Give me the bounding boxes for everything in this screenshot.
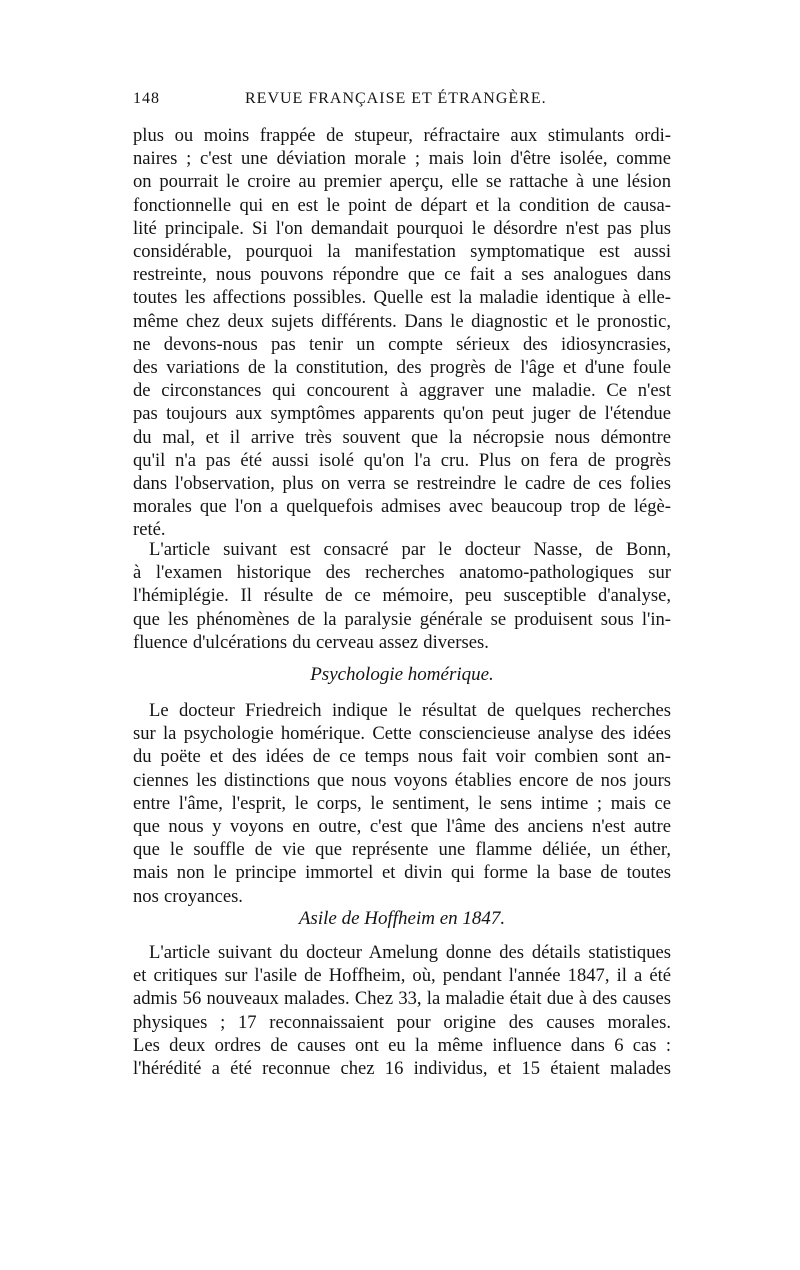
running-header bbox=[133, 90, 673, 114]
text-line: Le docteur Friedreich indique le résultat de quelques recherches bbox=[149, 700, 671, 721]
text-line: de circonstances qui concourent à aggraver une maladie. Ce n'est bbox=[133, 380, 671, 402]
text-line: du mal, et il arrive très souvent que la nécropsie nous démontre bbox=[133, 426, 671, 448]
text-line: fonctionnelle qui en est le point de départ et la condition de causa- bbox=[133, 194, 671, 216]
text-line: des variations de la constitution, des progrès de l'âge et d'une foule bbox=[133, 357, 671, 379]
text-line: dans l'observation, plus on verra se restreindre le cadre de ces folies bbox=[133, 473, 671, 495]
text-line: à l'examen historique des recherches anatomo-pathologiques sur bbox=[133, 562, 671, 584]
text-line: l'hérédité a été reconnue chez 16 individus, et 15 étaient malades bbox=[133, 1058, 671, 1080]
paragraph-nasse bbox=[133, 538, 671, 654]
text-line: qu'il n'a pas été aussi isolé qu'on l'a cru. Plus on fera de progrès bbox=[133, 449, 671, 471]
text-line: morales que l'on a quelquefois admises avec beaucoup trop de légè- bbox=[133, 496, 671, 518]
text-line: pas toujours aux symptômes apparents qu'on peut juger de l'étendue bbox=[133, 403, 671, 425]
text-line: entre l'âme, l'esprit, le corps, le sentiment, le sens intime ; mais ce bbox=[133, 792, 671, 814]
text-line: nos croyances. bbox=[133, 885, 243, 907]
paragraph-folies-morales bbox=[133, 124, 671, 542]
paragraph-amelung bbox=[133, 941, 671, 1080]
text-line: l'hémiplégie. Il résulte de ce mémoire, peu susceptible d'analyse, bbox=[133, 585, 671, 607]
text-line: physiques ; 17 reconnaissaient pour origine des causes morales. bbox=[133, 1011, 671, 1033]
text-line: même chez deux sujets différents. Dans le diagnostic et le pronostic, bbox=[133, 310, 671, 332]
text-line: L'article suivant du docteur Amelung donne des détails statistiques bbox=[149, 942, 671, 963]
text-line: restreinte, nous pouvons répondre que ce fait a ses analogues dans bbox=[133, 264, 671, 286]
text-line: on pourrait le croire au premier aperçu, elle se rattache à une lésion bbox=[133, 171, 671, 193]
text-line: lité principale. Si l'on demandait pourquoi le désordre n'est pas plus bbox=[133, 217, 671, 239]
text-line: et critiques sur l'asile de Hoffheim, où, pendant l'année 1847, il a été bbox=[133, 965, 671, 987]
text-line: que nous y voyons en outre, c'est que l'âme des anciens n'est autre bbox=[133, 816, 671, 838]
text-line: que les phénomènes de la paralysie générale se produisent sous l'in- bbox=[133, 608, 671, 630]
text-line: considérable, pourquoi la manifestation symptomatique est aussi bbox=[133, 241, 671, 263]
text-line: ne devons-nous pas tenir un compte sérieux des idiosyncrasies, bbox=[133, 333, 671, 355]
text-line: sur la psychologie homérique. Cette consciencieuse analyse des idées bbox=[133, 723, 671, 745]
section-heading-asile: Asile de Hoffheim en 1847. bbox=[298, 908, 506, 929]
paragraph-friedreich bbox=[133, 699, 671, 908]
text-line: naires ; c'est une déviation morale ; mais loin d'être isolée, comme bbox=[133, 148, 671, 170]
text-line: L'article suivant est consacré par le docteur Nasse, de Bonn, bbox=[149, 539, 671, 560]
text-line: ciennes les distinctions que nous voyons établies encore de nos jours bbox=[133, 769, 671, 791]
running-title: REVUE FRANÇAISE ET ÉTRANGÈRE. bbox=[245, 90, 547, 107]
text-line: mais non le principe immortel et divin qui forme la base de toutes bbox=[133, 862, 671, 884]
text-line: toutes les affections possibles. Quelle est la maladie identique à elle- bbox=[133, 287, 671, 309]
text-line: que le souffle de vie que représente une flamme déliée, un éther, bbox=[133, 839, 671, 861]
text-line: admis 56 nouveaux malades. Chez 33, la maladie était due à des causes bbox=[133, 988, 671, 1010]
text-line: Les deux ordres de causes ont eu la même influence dans 6 cas : bbox=[133, 1034, 671, 1056]
text-line: fluence d'ulcérations du cerveau assez diverses. bbox=[133, 631, 489, 653]
text-line: plus ou moins frappée de stupeur, réfractaire aux stimulants ordi- bbox=[133, 125, 671, 146]
text-line: reté. bbox=[133, 519, 166, 541]
text-line: du poëte et des idées de ce temps nous fait voir combien sont an- bbox=[133, 746, 671, 768]
section-heading-psychologie: Psychologie homérique. bbox=[310, 664, 494, 685]
page-number: 148 bbox=[133, 90, 160, 107]
